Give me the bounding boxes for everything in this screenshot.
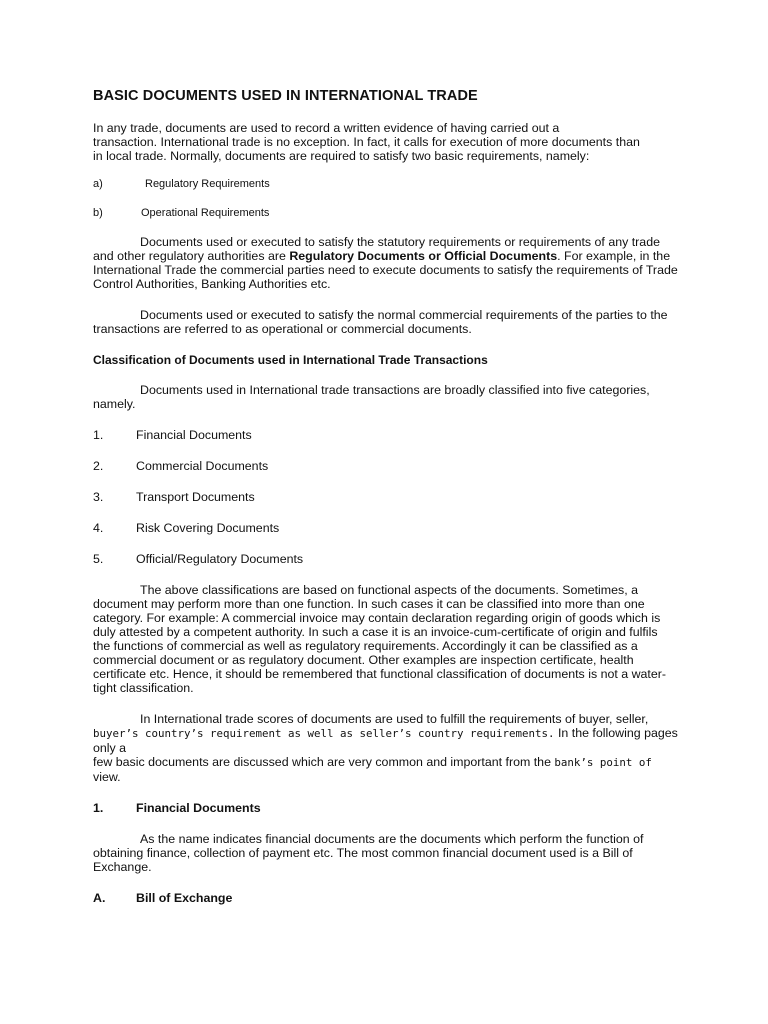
operational-paragraph: Documents used or executed to satisfy the normal commercial requirements of the parties to the transactions are referred to as operational or commercial documents. xyxy=(93,308,668,336)
list-number: 2. xyxy=(93,459,104,473)
intro-line: transaction. International trade is no exception. In fact, it calls for execution of more documents than xyxy=(93,135,640,149)
scores-mono-text: bank’s point of xyxy=(554,756,652,769)
regulatory-bold-term: Regulatory Documents or Official Documents xyxy=(289,249,558,263)
section-title: Bill of Exchange xyxy=(136,891,233,905)
regulatory-text-end: . For example, in the International Trade the commercial parties need to execute documents to satisfy the requirements of Trade Control Authorities, Banking Authorities etc. xyxy=(93,249,678,291)
requirement-text: Regulatory Requirements xyxy=(145,178,270,190)
financial-paragraph: As the name indicates financial documents are the documents which perform the function of obtaining finance, collection of payment etc. The most common financial document used is a Bill of Exchange. xyxy=(93,832,644,874)
list-number: 4. xyxy=(93,521,104,535)
list-text: Risk Covering Documents xyxy=(136,521,280,535)
requirement-text: Operational Requirements xyxy=(141,207,270,219)
regulatory-text: Documents used or executed to satisfy the statutory requirements or requirements of any trade and other regulatory authorities are xyxy=(93,235,660,263)
list-item xyxy=(93,552,678,566)
regulatory-paragraph xyxy=(93,235,678,291)
classified-paragraph: Documents used in International trade transactions are broadly classified into five categories, namely. xyxy=(93,383,650,411)
requirement-item xyxy=(93,177,678,191)
scores-line: In International trade scores of documents are used to fulfill the requirements of buyer, seller, xyxy=(140,712,649,726)
scores-paragraph xyxy=(93,712,678,784)
list-item xyxy=(93,428,678,442)
requirement-label: a) xyxy=(93,178,103,190)
intro-paragraph xyxy=(93,121,678,163)
section-number: A. xyxy=(93,891,106,905)
intro-line: In any trade, documents are used to record a written evidence of having carried out a xyxy=(93,121,560,135)
scores-line: few basic documents are discussed which are very common and important from the xyxy=(93,755,555,769)
list-number: 1. xyxy=(93,428,104,442)
list-item xyxy=(93,459,678,473)
list-text: Commercial Documents xyxy=(136,459,269,473)
intro-line: in local trade. Normally, documents are required to satisfy two basic requirements, namely: xyxy=(93,149,590,163)
requirement-label: b) xyxy=(93,207,103,219)
requirement-item xyxy=(93,206,678,220)
scores-line: In the following pages only a xyxy=(93,726,678,755)
list-item xyxy=(93,490,678,504)
section-heading xyxy=(93,801,678,815)
list-item xyxy=(93,521,678,535)
list-text: Official/Regulatory Documents xyxy=(136,552,304,566)
document-page xyxy=(93,88,678,905)
page-title: BASIC DOCUMENTS USED IN INTERNATIONAL TRADE xyxy=(93,88,478,104)
scores-mono-text: buyer’s country’s requirement as well as seller’s country requirements. xyxy=(93,727,555,740)
functional-paragraph: The above classifications are based on functional aspects of the documents. Sometimes, a document may perform more than one function. In such cases it can be classified into more than one category. For example: A commercial invoice may contain declaration regarding origin of goods which is duly attested by a competent authority. In such a case it is an invoice-cum-certificate of origin and fulfils the functions of commercial as well as regulatory requirements. Accordingly it can be classified as a commercial document or as regulatory document. Other examples are inspection certificate, health certificate etc. Hence, it should be remembered that functional classification of documents is not a water-tight classification. xyxy=(93,583,667,695)
section-title: Financial Documents xyxy=(136,801,261,815)
list-text: Transport Documents xyxy=(136,490,255,504)
classification-heading: Classification of Documents used in International Trade Transactions xyxy=(93,353,488,367)
list-number: 3. xyxy=(93,490,104,504)
scores-line: view. xyxy=(93,770,121,784)
list-text: Financial Documents xyxy=(136,428,252,442)
list-number: 5. xyxy=(93,552,104,566)
section-number: 1. xyxy=(93,801,104,815)
section-heading xyxy=(93,891,678,905)
